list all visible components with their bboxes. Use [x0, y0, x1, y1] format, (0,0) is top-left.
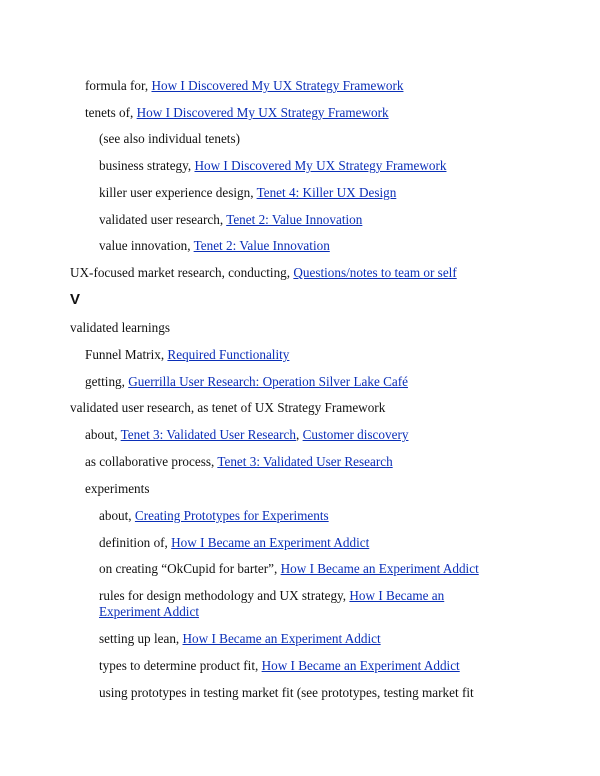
- index-entry: [70, 320, 170, 336]
- entry-text: tenets of,: [85, 105, 137, 120]
- entry-text: validated user research, as tenet of UX Strategy Framework: [70, 400, 386, 415]
- index-entry: [99, 535, 369, 551]
- entry-text: Funnel Matrix,: [85, 347, 168, 362]
- index-entry: [99, 561, 479, 577]
- index-link[interactable]: Customer discovery: [302, 427, 409, 442]
- entry-text: business strategy,: [99, 158, 195, 173]
- index-link[interactable]: How I Became an Experiment Addict: [99, 588, 445, 619]
- index-link[interactable]: How I Discovered My UX Strategy Framework: [136, 105, 389, 120]
- entry-text: value innovation,: [99, 238, 194, 253]
- index-link[interactable]: Tenet 3: Validated User Research: [120, 427, 296, 442]
- entry-text: types to determine product fit,: [99, 658, 262, 673]
- index-link[interactable]: Guerrilla User Research: Operation Silver Lake Café: [128, 374, 408, 389]
- index-entry: [70, 400, 385, 416]
- index-link[interactable]: Required Functionality: [167, 347, 290, 362]
- index-entry: [85, 481, 149, 497]
- entry-text: killer user experience design,: [99, 185, 257, 200]
- entry-text: about,: [99, 508, 135, 523]
- index-link[interactable]: Questions/notes to team or self: [293, 265, 457, 280]
- index-entry: [99, 685, 474, 701]
- index-link[interactable]: How I Discovered My UX Strategy Framework: [151, 78, 404, 93]
- entry-text: definition of,: [99, 535, 172, 550]
- section-letter: V: [70, 291, 81, 308]
- index-entry: [99, 185, 396, 201]
- index-entry: [85, 427, 408, 443]
- entry-text: setting up lean,: [99, 631, 183, 646]
- entry-text: on creating “OkCupid for barter”,: [99, 561, 281, 576]
- index-link[interactable]: Tenet 2: Value Innovation: [193, 238, 330, 253]
- entry-text: formula for,: [85, 78, 152, 93]
- index-entry: [99, 212, 362, 228]
- link-separator: ,: [296, 427, 303, 442]
- index-link[interactable]: How I Became an Experiment Addict: [182, 631, 381, 646]
- entry-text: rules for design methodology and UX strategy,: [99, 588, 350, 603]
- index-link[interactable]: Tenet 3: Validated User Research: [217, 454, 393, 469]
- index-entry: [85, 105, 389, 121]
- index-entry: [99, 508, 329, 524]
- index-entry: [85, 374, 408, 390]
- index-link[interactable]: How I Discovered My UX Strategy Framework: [194, 158, 447, 173]
- index-entry: [70, 265, 457, 281]
- index-entry: [99, 238, 330, 254]
- entry-text: validated learnings: [70, 320, 170, 335]
- index-entry: [85, 347, 289, 363]
- index-entry: [99, 658, 460, 674]
- index-entry: [99, 588, 509, 620]
- index-link[interactable]: How I Became an Experiment Addict: [261, 658, 460, 673]
- entry-text: validated user research,: [99, 212, 227, 227]
- index-entry: [85, 454, 393, 470]
- index-link[interactable]: Tenet 2: Value Innovation: [226, 212, 363, 227]
- index-entry: [85, 78, 403, 94]
- entry-text: using prototypes in testing market fit (see prototypes, testing market fit: [99, 685, 474, 700]
- entry-text: experiments: [85, 481, 150, 496]
- index-link[interactable]: How I Became an Experiment Addict: [280, 561, 479, 576]
- entry-text: (see also individual tenets): [99, 131, 240, 146]
- index-link[interactable]: Tenet 4: Killer UX Design: [256, 185, 397, 200]
- index-link[interactable]: How I Became an Experiment Addict: [171, 535, 370, 550]
- index-link[interactable]: Creating Prototypes for Experiments: [134, 508, 329, 523]
- entry-text: as collaborative process,: [85, 454, 218, 469]
- index-entry: [99, 631, 381, 647]
- entry-text: about,: [85, 427, 121, 442]
- entry-text: UX-focused market research, conducting,: [70, 265, 294, 280]
- index-entry: [99, 131, 240, 147]
- entry-text: getting,: [85, 374, 129, 389]
- index-entry: [99, 158, 446, 174]
